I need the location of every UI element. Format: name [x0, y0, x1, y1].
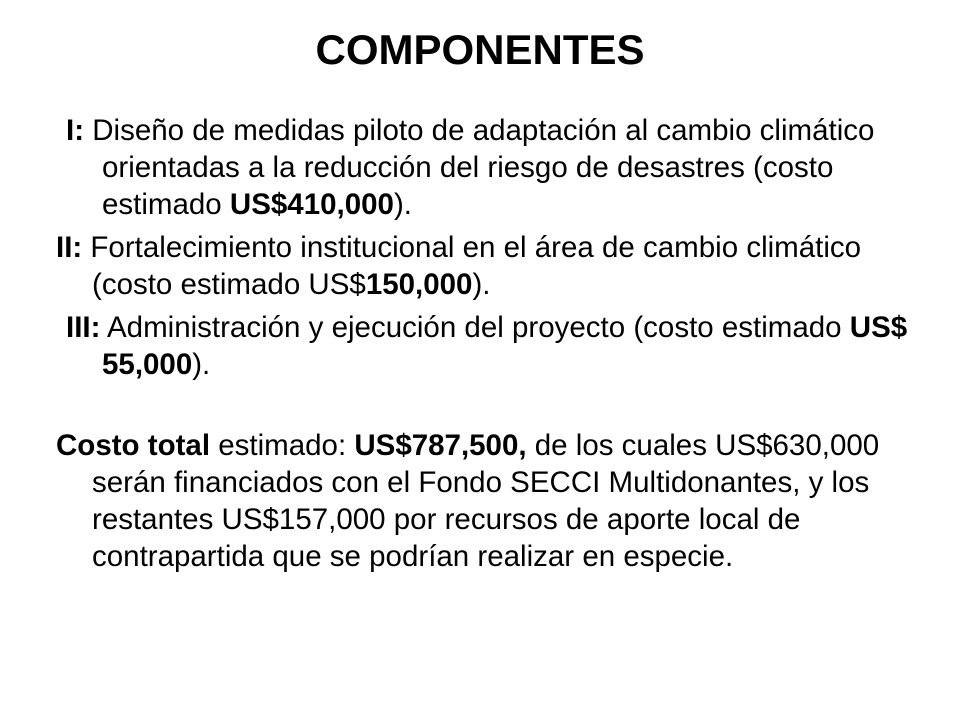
slide-title: COMPONENTES [315, 26, 645, 73]
component-text: Fortalecimiento institucional en el área de cambio climático (costo estimado US$ [82, 231, 862, 301]
component-number: I: [66, 114, 85, 147]
component-text-end: ). [472, 268, 491, 301]
component-item-1 [66, 112, 916, 223]
component-text-end: ). [393, 188, 412, 221]
component-text: Diseño de medidas piloto de adaptación al cambio climático orientadas a la reducción del riesgo de desastres (costo estimado [84, 114, 875, 221]
total-cost-amount: US$787,500, [354, 429, 527, 462]
component-amount: 150,000 [365, 268, 473, 301]
slide-body [56, 112, 916, 581]
component-number: II: [56, 231, 83, 264]
total-cost-paragraph [56, 427, 916, 575]
component-amount: US$ 55,000 [102, 311, 908, 381]
total-cost-details: de los cuales US$630,000 serán financiados con el Fondo SECCI Multidonantes, y los restantes US$157,000 por recursos de aporte local de contrapartida que se podrían realizar en especie. [92, 429, 880, 573]
component-number: III: [66, 311, 101, 344]
component-amount: US$410,000 [229, 188, 394, 221]
component-item-3 [66, 309, 916, 383]
component-item-2 [56, 229, 916, 303]
component-text: Administración y ejecución del proyecto (costo estimado [100, 311, 850, 344]
component-text-end: ). [192, 348, 211, 381]
total-cost-text: estimado: [210, 429, 355, 462]
total-cost-label: Costo total [56, 429, 211, 462]
